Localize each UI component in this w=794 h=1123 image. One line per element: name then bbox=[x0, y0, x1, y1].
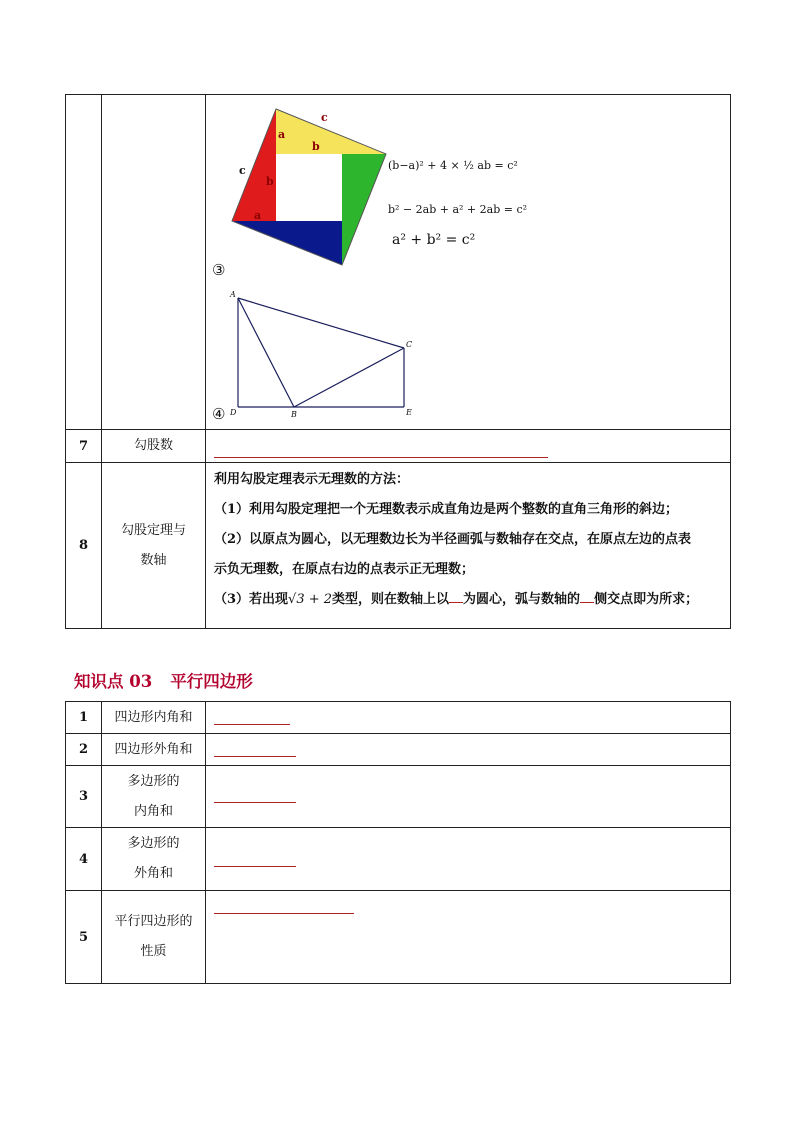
method-item-2a: （2）以原点为圆心，以无理数边长为半径画弧与数轴存在交点，在原点左边的点表 bbox=[214, 532, 692, 547]
table-row bbox=[66, 430, 731, 463]
row-number: 2 bbox=[66, 734, 102, 766]
table-row bbox=[66, 828, 731, 891]
row-label-line2: 内角和 bbox=[133, 803, 173, 819]
label-a-top: a bbox=[278, 128, 286, 141]
label-c-left: c bbox=[239, 164, 246, 177]
point-A: A bbox=[230, 290, 236, 299]
method-cell bbox=[206, 463, 731, 629]
right-angle-diagram bbox=[238, 298, 404, 407]
proof-figures bbox=[206, 95, 731, 429]
answer-cell bbox=[206, 766, 731, 828]
item3-mid2: 为圆心，弧与数轴的 bbox=[463, 592, 581, 607]
row-label-line2: 数轴 bbox=[140, 552, 167, 568]
formula-2: b² − 2ab + a² + 2ab = c² bbox=[388, 203, 528, 216]
method-item-3 bbox=[206, 585, 730, 615]
answer-blank bbox=[214, 710, 290, 725]
row-label-line2: 性质 bbox=[140, 944, 167, 959]
formula-3: a² + b² = c² bbox=[392, 232, 476, 248]
answer-blank bbox=[214, 852, 296, 867]
row-label-line1: 多边形的 bbox=[127, 773, 180, 789]
label-a-left: a bbox=[254, 209, 262, 222]
section-number: 知识点 03 bbox=[74, 672, 153, 691]
formula-1: (b−a)² + 4 × ½ ab = c² bbox=[388, 159, 518, 172]
figures-cell bbox=[206, 95, 731, 430]
center-blank bbox=[449, 590, 463, 603]
item3-mid: 类型，则在数轴上以 bbox=[332, 592, 450, 607]
row-number: 8 bbox=[66, 463, 102, 629]
row-number: 5 bbox=[66, 891, 102, 984]
answer-blank bbox=[214, 742, 296, 757]
point-E: E bbox=[406, 408, 412, 417]
row-label bbox=[102, 828, 206, 891]
table-row bbox=[66, 734, 731, 766]
table-row bbox=[66, 463, 731, 629]
knowledge-table-parallelogram bbox=[65, 701, 731, 984]
knowledge-table-pythagoras bbox=[65, 94, 731, 629]
table-row-figures bbox=[66, 95, 731, 430]
section-heading bbox=[74, 668, 253, 692]
row-label-line1: 多边形的 bbox=[127, 836, 180, 851]
answer-blank bbox=[214, 788, 296, 803]
table-row bbox=[66, 766, 731, 828]
row-number: 3 bbox=[66, 766, 102, 828]
point-B: B bbox=[291, 410, 297, 419]
figure-3-label: ③ bbox=[212, 261, 226, 279]
side-blank bbox=[580, 590, 594, 603]
row-label-empty bbox=[102, 95, 206, 430]
item3-post: 侧交点即为所求； bbox=[594, 592, 699, 607]
row-number: 4 bbox=[66, 828, 102, 891]
item3-pre: （3）若出现 bbox=[214, 592, 289, 607]
point-D: D bbox=[230, 408, 237, 417]
row-label: 四边形外角和 bbox=[102, 734, 206, 766]
answer-cell bbox=[206, 430, 731, 463]
table-row bbox=[66, 702, 731, 734]
row-label bbox=[102, 463, 206, 629]
row-label-line1: 平行四边形的 bbox=[114, 914, 193, 929]
answer-cell bbox=[206, 734, 731, 766]
method-item-2b: 示负无理数，在原点右边的点表示正无理数； bbox=[214, 562, 475, 577]
figure-4-label: ④ bbox=[212, 405, 226, 423]
section-title: 平行四边形 bbox=[170, 672, 253, 691]
row-label-line1: 勾股定理与 bbox=[120, 522, 186, 538]
row-label: 四边形内角和 bbox=[102, 702, 206, 734]
label-c-top: c bbox=[321, 111, 328, 124]
answer-blank bbox=[214, 899, 354, 914]
answer-blank bbox=[214, 443, 548, 458]
table-row bbox=[66, 891, 731, 984]
answer-cell bbox=[206, 702, 731, 734]
item3-math: √3 + 2 bbox=[288, 592, 333, 607]
label-b-left: b bbox=[266, 175, 274, 188]
row-label bbox=[102, 766, 206, 828]
row-label: 勾股数 bbox=[102, 430, 206, 463]
answer-cell bbox=[206, 828, 731, 891]
row-num-empty bbox=[66, 95, 102, 430]
method-item-1: （1）利用勾股定理把一个无理数表示成直角边是两个整数的直角三角形的斜边； bbox=[214, 502, 679, 517]
pinwheel-diagram bbox=[232, 109, 386, 265]
answer-cell bbox=[206, 891, 731, 984]
row-number: 7 bbox=[66, 430, 102, 463]
row-label bbox=[102, 891, 206, 984]
row-number: 1 bbox=[66, 702, 102, 734]
method-intro: 利用勾股定理表示无理数的方法： bbox=[214, 472, 410, 487]
row-label-line2: 外角和 bbox=[133, 866, 173, 881]
point-C: C bbox=[406, 340, 413, 349]
label-b-top: b bbox=[312, 140, 320, 153]
